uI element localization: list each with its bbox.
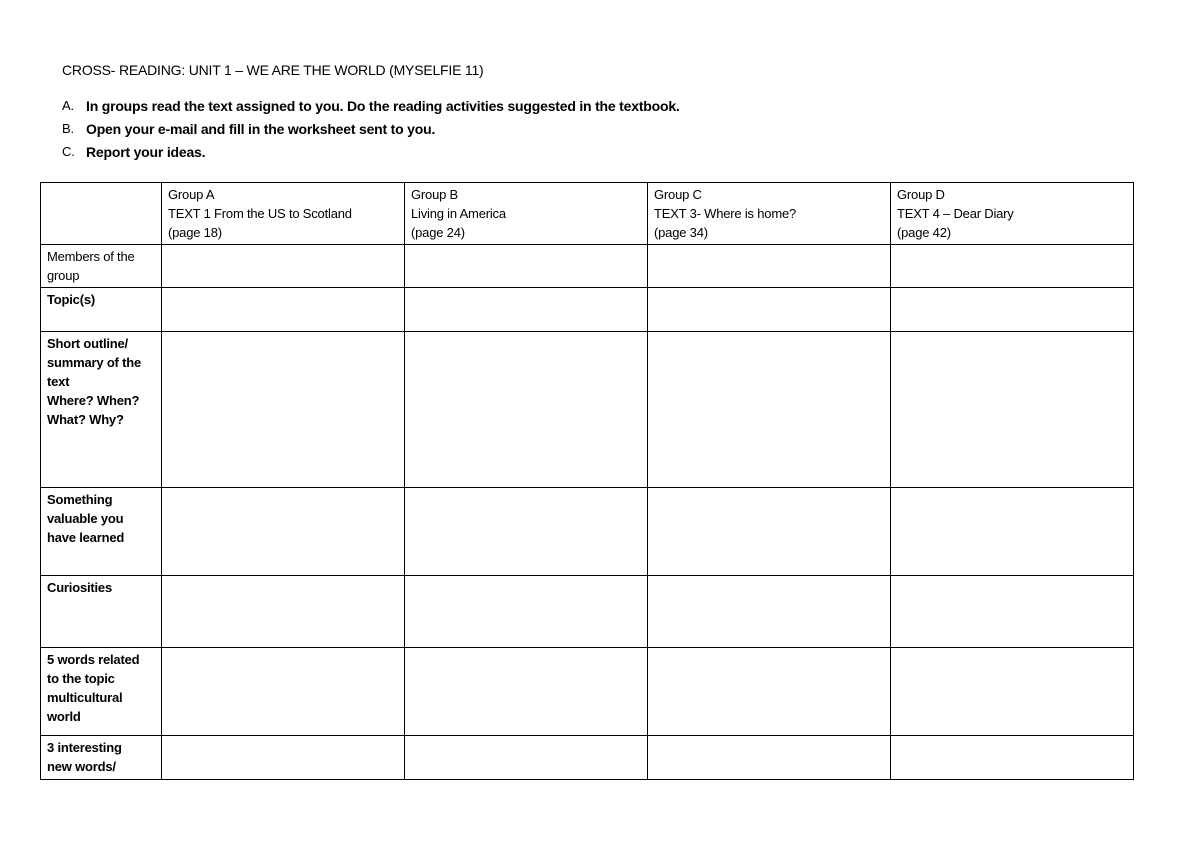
group-name: Group C bbox=[654, 187, 702, 202]
group-page-ref: (page 34) bbox=[654, 225, 708, 240]
group-page-ref: (page 24) bbox=[411, 225, 465, 240]
answer-cell-group-a[interactable] bbox=[162, 288, 405, 332]
answer-cell-group-b[interactable] bbox=[405, 576, 648, 648]
answer-cell-group-b[interactable] bbox=[405, 332, 648, 488]
instruction-item bbox=[62, 96, 680, 119]
group-text-title: TEXT 3- Where is home? bbox=[654, 206, 797, 221]
table-row-topic-words bbox=[41, 648, 1134, 736]
table-row-topics bbox=[41, 288, 1134, 332]
instruction-marker: A. bbox=[62, 98, 74, 113]
answer-cell-group-c[interactable] bbox=[648, 736, 891, 780]
row-label-summary bbox=[41, 332, 162, 488]
row-label-line: Where? When? bbox=[47, 393, 140, 408]
answer-cell-group-d[interactable] bbox=[891, 736, 1134, 780]
instruction-text: In groups read the text assigned to you. Do the reading activities suggested in the textbook. bbox=[86, 98, 680, 114]
answer-cell-group-c[interactable] bbox=[648, 288, 891, 332]
group-text-title: TEXT 4 – Dear Diary bbox=[897, 206, 1014, 221]
row-label-line: 5 words related bbox=[47, 652, 140, 667]
row-label-line: multicultural bbox=[47, 690, 123, 705]
group-page-ref: (page 18) bbox=[168, 225, 222, 240]
worksheet-table bbox=[40, 182, 1134, 780]
answer-cell-group-a[interactable] bbox=[162, 576, 405, 648]
answer-cell-group-d[interactable] bbox=[891, 576, 1134, 648]
instruction-item bbox=[62, 142, 680, 165]
instruction-marker: B. bbox=[62, 121, 74, 136]
row-label-line: text bbox=[47, 374, 70, 389]
row-label-line: Short outline/ bbox=[47, 336, 128, 351]
group-header-c bbox=[648, 183, 891, 245]
row-label-line: world bbox=[47, 709, 81, 724]
answer-cell-group-c[interactable] bbox=[648, 488, 891, 576]
group-header-d bbox=[891, 183, 1134, 245]
answer-cell-group-b[interactable] bbox=[405, 288, 648, 332]
answer-cell-group-c[interactable] bbox=[648, 245, 891, 288]
answer-cell-group-d[interactable] bbox=[891, 245, 1134, 288]
answer-cell-group-d[interactable] bbox=[891, 288, 1134, 332]
instruction-marker: C. bbox=[62, 144, 75, 159]
instruction-item bbox=[62, 119, 680, 142]
group-text-title: Living in America bbox=[411, 206, 506, 221]
answer-cell-group-b[interactable] bbox=[405, 245, 648, 288]
answer-cell-group-a[interactable] bbox=[162, 488, 405, 576]
document-title: CROSS- READING: UNIT 1 – WE ARE THE WORLD (MYSELFIE 11) bbox=[62, 62, 484, 78]
answer-cell-group-b[interactable] bbox=[405, 736, 648, 780]
answer-cell-group-c[interactable] bbox=[648, 648, 891, 736]
group-text-title: TEXT 1 From the US to Scotland bbox=[168, 206, 352, 221]
table-row-members bbox=[41, 245, 1134, 288]
answer-cell-group-c[interactable] bbox=[648, 576, 891, 648]
row-label-line: summary of the bbox=[47, 355, 142, 370]
row-label-line: have learned bbox=[47, 530, 125, 545]
row-label-line: new words/ bbox=[47, 759, 116, 774]
row-label-line: group bbox=[47, 268, 80, 283]
answer-cell-group-a[interactable] bbox=[162, 245, 405, 288]
group-name: Group B bbox=[411, 187, 459, 202]
row-label-curiosities bbox=[41, 576, 162, 648]
row-label-line: Curiosities bbox=[47, 580, 112, 595]
table-row-learned bbox=[41, 488, 1134, 576]
row-label-line: valuable you bbox=[47, 511, 124, 526]
row-label-learned bbox=[41, 488, 162, 576]
instruction-text: Open your e-mail and fill in the worksheet sent to you. bbox=[86, 121, 436, 137]
group-page-ref: (page 42) bbox=[897, 225, 951, 240]
row-label-line: Members of the bbox=[47, 249, 135, 264]
answer-cell-group-b[interactable] bbox=[405, 488, 648, 576]
answer-cell-group-a[interactable] bbox=[162, 736, 405, 780]
row-label-topics bbox=[41, 288, 162, 332]
group-header-b bbox=[405, 183, 648, 245]
instruction-text: Report your ideas. bbox=[86, 144, 206, 160]
group-name: Group A bbox=[168, 187, 215, 202]
answer-cell-group-d[interactable] bbox=[891, 332, 1134, 488]
row-label-line: Topic(s) bbox=[47, 292, 95, 307]
row-label-line: What? Why? bbox=[47, 412, 124, 427]
answer-cell-group-c[interactable] bbox=[648, 332, 891, 488]
row-label-line: Something bbox=[47, 492, 113, 507]
answer-cell-group-a[interactable] bbox=[162, 648, 405, 736]
group-name: Group D bbox=[897, 187, 945, 202]
answer-cell-group-d[interactable] bbox=[891, 648, 1134, 736]
table-row-new-words bbox=[41, 736, 1134, 780]
row-label-new-words bbox=[41, 736, 162, 780]
answer-cell-group-d[interactable] bbox=[891, 488, 1134, 576]
group-header-a bbox=[162, 183, 405, 245]
row-label-line: 3 interesting bbox=[47, 740, 122, 755]
table-row-curiosities bbox=[41, 576, 1134, 648]
answer-cell-group-a[interactable] bbox=[162, 332, 405, 488]
table-row-summary bbox=[41, 332, 1134, 488]
header-row bbox=[41, 183, 1134, 245]
row-label-line: to the topic bbox=[47, 671, 115, 686]
header-corner-cell bbox=[41, 183, 162, 245]
row-label-topic-words bbox=[41, 648, 162, 736]
row-label-members bbox=[41, 245, 162, 288]
answer-cell-group-b[interactable] bbox=[405, 648, 648, 736]
instruction-list bbox=[62, 96, 680, 165]
